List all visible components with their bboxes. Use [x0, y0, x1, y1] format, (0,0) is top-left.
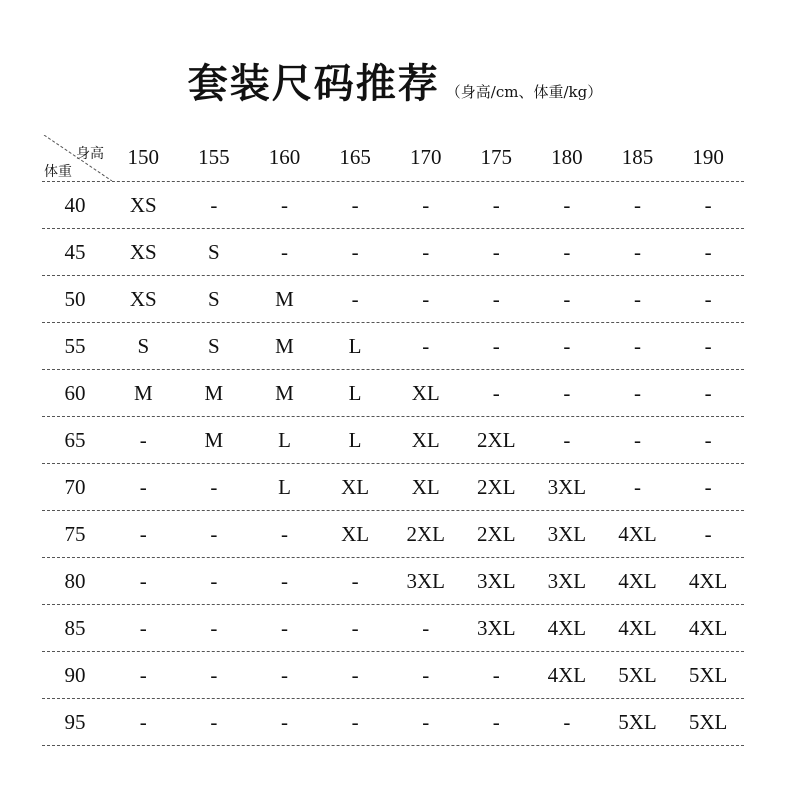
- table-row: [42, 417, 744, 464]
- size-cell: 3XL: [477, 569, 516, 593]
- weight-row-header: 60: [64, 381, 86, 405]
- size-cell: -: [704, 287, 712, 311]
- weight-row-header: 90: [64, 663, 86, 687]
- weight-row-header: 45: [64, 240, 86, 264]
- weight-row-header: 75: [64, 522, 86, 546]
- size-cell: M: [275, 287, 294, 311]
- size-recommendation-table: [42, 135, 744, 746]
- size-cell: 5XL: [688, 710, 728, 734]
- size-cell: -: [351, 710, 359, 734]
- size-cell: -: [633, 334, 641, 358]
- size-cell: -: [492, 193, 500, 217]
- table-row: [42, 229, 744, 276]
- size-cell: 4XL: [688, 616, 728, 640]
- size-cell: 3XL: [547, 569, 587, 593]
- size-cell: -: [210, 710, 218, 734]
- table-row: [42, 652, 744, 699]
- size-cell: -: [563, 428, 571, 452]
- page-title-block: [0, 52, 790, 109]
- size-cell: -: [492, 240, 500, 264]
- size-cell: -: [280, 569, 288, 593]
- size-cell: -: [280, 240, 288, 264]
- size-cell: -: [280, 663, 288, 687]
- size-cell: -: [492, 710, 500, 734]
- size-cell: -: [704, 428, 712, 452]
- size-cell: -: [633, 287, 641, 311]
- size-cell: -: [492, 663, 500, 687]
- size-cell: -: [563, 287, 571, 311]
- weight-row-header: 70: [64, 475, 86, 499]
- size-cell: XL: [341, 475, 370, 499]
- page-subtitle-units: （身高/cm、体重/kg）: [445, 83, 603, 101]
- size-cell: XL: [411, 381, 440, 405]
- size-cell: S: [208, 240, 220, 264]
- corner-height-label: 身高: [76, 146, 104, 162]
- size-cell: 3XL: [547, 522, 587, 546]
- weight-row-header: 85: [64, 616, 86, 640]
- height-column-header: 185: [621, 145, 654, 169]
- size-cell: -: [704, 381, 712, 405]
- size-cell: -: [492, 334, 500, 358]
- table-row: [42, 464, 744, 511]
- size-cell: -: [351, 616, 359, 640]
- size-cell: XL: [411, 428, 440, 452]
- size-cell: 4XL: [618, 569, 657, 593]
- size-cell: -: [422, 193, 430, 217]
- size-cell: -: [351, 193, 359, 217]
- weight-row-header: 55: [64, 334, 86, 358]
- size-cell: -: [210, 522, 218, 546]
- size-cell: S: [208, 334, 220, 358]
- size-cell: -: [139, 710, 147, 734]
- size-cell: 5XL: [618, 710, 657, 734]
- size-cell: L: [348, 428, 362, 452]
- size-cell: -: [422, 710, 430, 734]
- size-cell: 2XL: [477, 522, 516, 546]
- size-cell: -: [422, 240, 430, 264]
- weight-row-header: 40: [64, 193, 86, 217]
- size-cell: -: [210, 616, 218, 640]
- size-cell: M: [204, 428, 224, 452]
- size-cell: -: [633, 428, 641, 452]
- size-cell: 2XL: [406, 522, 445, 546]
- size-cell: -: [210, 663, 218, 687]
- size-cell: 3XL: [477, 616, 516, 640]
- size-cell: -: [704, 475, 712, 499]
- size-cell: 3XL: [406, 569, 445, 593]
- size-cell: XL: [341, 522, 370, 546]
- size-cell: XL: [411, 475, 440, 499]
- size-cell: L: [348, 334, 362, 358]
- size-cell: XS: [129, 193, 157, 217]
- height-column-header: 190: [692, 145, 724, 169]
- size-cell: -: [633, 475, 641, 499]
- height-column-header: 175: [480, 145, 513, 169]
- height-column-header: 160: [268, 145, 301, 169]
- size-cell: -: [633, 381, 641, 405]
- height-column-header: 180: [551, 145, 583, 169]
- weight-row-header: 80: [64, 569, 86, 593]
- size-cell: -: [139, 428, 147, 452]
- height-column-header: 150: [127, 145, 160, 169]
- size-cell: -: [492, 287, 500, 311]
- size-cell: 4XL: [618, 522, 657, 546]
- table-row: [42, 605, 744, 652]
- size-cell: 4XL: [688, 569, 728, 593]
- size-cell: -: [633, 240, 641, 264]
- size-cell: XS: [129, 240, 157, 264]
- size-cell: -: [280, 522, 288, 546]
- height-column-header: 155: [198, 145, 230, 169]
- table-corner-cell: [42, 135, 114, 181]
- size-cell: -: [563, 381, 571, 405]
- size-cell: S: [137, 334, 150, 358]
- size-cell: L: [348, 381, 362, 405]
- size-cell: 2XL: [477, 428, 516, 452]
- size-cell: -: [704, 193, 712, 217]
- size-cell: -: [210, 569, 218, 593]
- table-row: [42, 323, 744, 370]
- weight-row-header: 95: [64, 710, 86, 734]
- size-cell: 4XL: [618, 616, 657, 640]
- table-row: [42, 558, 744, 605]
- size-cell: -: [280, 616, 288, 640]
- size-cell: M: [133, 381, 153, 405]
- size-cell: -: [563, 193, 571, 217]
- size-cell: -: [422, 663, 430, 687]
- size-cell: -: [210, 475, 218, 499]
- page-title: 套装尺码推荐: [187, 60, 440, 107]
- size-cell: -: [280, 193, 288, 217]
- size-cell: 4XL: [547, 663, 587, 687]
- size-cell: -: [563, 240, 571, 264]
- size-cell: -: [492, 381, 500, 405]
- size-cell: -: [139, 616, 147, 640]
- corner-weight-label: 体重: [44, 164, 72, 180]
- size-cell: 5XL: [688, 663, 728, 687]
- size-cell: -: [351, 569, 359, 593]
- size-cell: -: [563, 334, 571, 358]
- table-header-row: [42, 135, 744, 182]
- height-column-header: 165: [339, 145, 371, 169]
- size-cell: -: [139, 522, 147, 546]
- size-cell: L: [278, 475, 291, 499]
- size-cell: -: [422, 334, 430, 358]
- size-cell: -: [704, 522, 712, 546]
- size-cell: -: [704, 334, 712, 358]
- table-row: [42, 276, 744, 323]
- size-cell: 4XL: [547, 616, 587, 640]
- size-cell: -: [633, 193, 641, 217]
- table-row: [42, 182, 744, 229]
- weight-row-header: 65: [64, 428, 86, 452]
- size-cell: S: [208, 287, 220, 311]
- size-cell: -: [422, 616, 430, 640]
- size-cell: -: [351, 240, 359, 264]
- size-cell: -: [351, 287, 359, 311]
- size-cell: 3XL: [547, 475, 587, 499]
- table-row: [42, 370, 744, 417]
- size-cell: L: [278, 428, 291, 452]
- size-cell: -: [139, 475, 147, 499]
- size-cell: -: [139, 663, 147, 687]
- height-column-header: 170: [409, 145, 442, 169]
- size-cell: -: [563, 710, 571, 734]
- size-cell: M: [275, 334, 294, 358]
- weight-row-header: 50: [64, 287, 86, 311]
- size-cell: 5XL: [618, 663, 657, 687]
- size-cell: -: [351, 663, 359, 687]
- size-cell: -: [704, 240, 712, 264]
- size-cell: 2XL: [477, 475, 516, 499]
- table-row: [42, 511, 744, 558]
- size-cell: -: [422, 287, 430, 311]
- size-cell: -: [210, 193, 218, 217]
- size-cell: M: [275, 381, 294, 405]
- size-cell: -: [139, 569, 147, 593]
- size-cell: XS: [129, 287, 157, 311]
- table-row: [42, 699, 744, 746]
- size-cell: M: [204, 381, 224, 405]
- size-cell: -: [280, 710, 288, 734]
